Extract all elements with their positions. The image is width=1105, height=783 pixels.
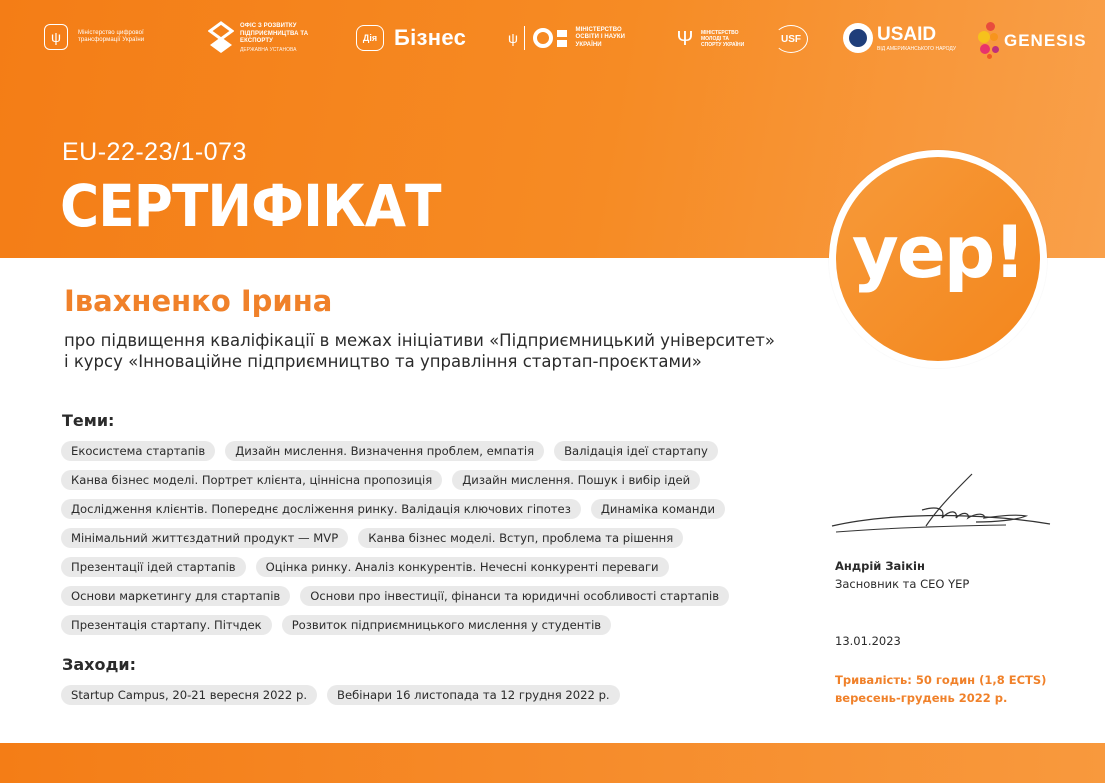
topics-heading: Теми: (62, 411, 115, 430)
signer-name: Андрій Заікін (835, 559, 925, 573)
logo-diia-business: Дія Бізнес (356, 25, 466, 51)
yep-badge (829, 150, 1047, 368)
signature-image (826, 468, 1056, 544)
topic-tag: Канва бізнес моделі. Вступ, проблема та рішення (358, 528, 683, 548)
logo-export-office: ОФІС З РОЗВИТКУ ПІДПРИЄМНИЦТВА ТА ЕКСПОРТУ ДЕРЖАВНА УСТАНОВА (208, 21, 332, 55)
certificate-description (64, 330, 804, 372)
trident-icon: ψ (44, 24, 68, 50)
recipient-name: Івахненко Ірина (64, 284, 333, 318)
trident-icon: Ψ (676, 27, 694, 50)
topic-tag: Розвиток підприємницького мислення у студентів (282, 615, 611, 635)
signer-role: Засновник та CEO YEP (835, 577, 970, 591)
topics-list (61, 441, 761, 635)
certificate-title: СЕРТИФІКАТ (60, 172, 441, 240)
event-tag: Вебінари 16 листопада та 12 грудня 2022 р. (327, 685, 620, 705)
logo-genesis: GENESIS (976, 22, 1087, 60)
topic-tag: Динаміка команди (591, 499, 725, 519)
mon-circle-icon (533, 28, 553, 48)
diia-icon: Дія (356, 25, 384, 51)
topic-tag: Основи про інвестиції, фінанси та юридичні особливості стартапів (300, 586, 729, 606)
logo-ministry-education: ψ МІНІСТЕРСТВО ОСВІТИ І НАУКИ УКРАЇНИ (508, 26, 637, 50)
topic-tag: Канва бізнес моделі. Портрет клієнта, ціннісна пропозиція (61, 470, 442, 490)
logo-usf: USF (774, 25, 808, 53)
trident-icon: ψ (508, 30, 518, 46)
export-office-icon (208, 21, 234, 55)
topic-tag: Дизайн мислення. Пошук і вибір ідей (452, 470, 700, 490)
topic-tag: Основи маркетингу для стартапів (61, 586, 290, 606)
topic-tag: Презентації ідей стартапів (61, 557, 246, 577)
topic-tag: Екосистема стартапів (61, 441, 215, 461)
topic-tag: Оцінка ринку. Аналіз конкурентів. Нечесні конкуренті переваги (256, 557, 669, 577)
mon-bars-icon (557, 30, 567, 47)
duration-hours: Тривалість: 50 годин (1,8 ECTS) (835, 673, 1047, 687)
topic-tag: Валідація ідеї стартапу (554, 441, 718, 461)
description-line-2: і курсу «Інноваційне підприємництво та управління стартап-проєктами» (64, 352, 702, 371)
events-heading: Заходи: (62, 655, 137, 674)
topic-tag: Дослідження клієнтів. Попереднє досліження ринку. Валідація ключових гіпотез (61, 499, 581, 519)
logo-usaid: USAID ВІД АМЕРИКАНСЬКОГО НАРОДУ (843, 23, 956, 53)
logo-ministry-digital: ψ Міністерство цифрової трансформації України (44, 24, 188, 50)
issue-date: 13.01.2023 (835, 634, 901, 648)
duration-period: вересень-грудень 2022 р. (835, 691, 1008, 705)
usaid-seal-icon (843, 23, 873, 53)
events-list (61, 685, 761, 705)
certificate-id: EU-22-23/1-073 (62, 138, 247, 166)
yep-badge-text: yep! (851, 210, 1025, 294)
description-line-1: про підвищення кваліфікації в межах ініціативи «Підприємницький університет» (64, 331, 775, 350)
event-tag: Startup Campus, 20-21 вересня 2022 р. (61, 685, 317, 705)
genesis-dots-icon (976, 22, 1002, 60)
course-duration (835, 671, 1046, 707)
logo-ministry-youth: Ψ МІНІСТЕРСТВО МОЛОДІ ТА СПОРТУ УКРАЇНИ (674, 24, 745, 54)
topic-tag: Мінімальний життєздатний продукт — MVP (61, 528, 348, 548)
topic-tag: Дизайн мислення. Визначення проблем, емпатія (225, 441, 544, 461)
footer-band (0, 743, 1105, 783)
partner-logos (0, 14, 1105, 70)
topic-tag: Презентація стартапу. Пітчдек (61, 615, 272, 635)
